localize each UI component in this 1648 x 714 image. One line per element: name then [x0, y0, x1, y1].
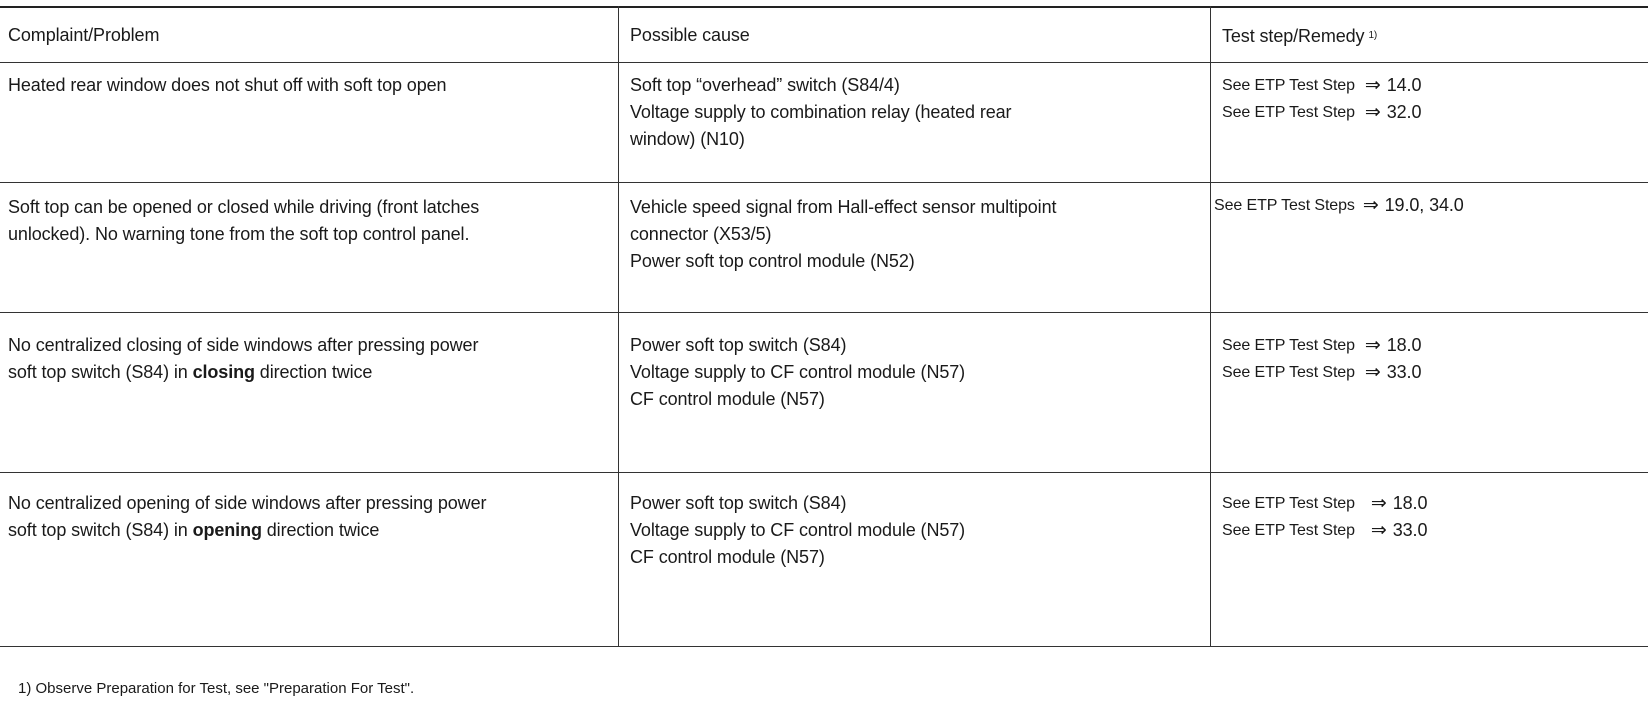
complaint-text: soft top switch (S84) in	[8, 520, 193, 540]
cause-line: CF control module (N57)	[630, 547, 825, 567]
test-step	[1222, 517, 1648, 544]
complaint-line: No centralized opening of side windows after pressing power	[8, 493, 487, 513]
complaint-text: soft top switch (S84) in	[8, 362, 193, 382]
table-row-4-remedy	[1222, 490, 1648, 544]
table-row-2-remedy	[1214, 192, 1640, 219]
table-row-2-causes	[630, 194, 1210, 275]
cause-line: Power soft top control module (N52)	[630, 251, 915, 271]
cause-line: connector (X53/5)	[630, 224, 772, 244]
test-step-number: 14.0	[1386, 75, 1422, 95]
complaint-line: unlocked). No warning tone from the soft top control panel.	[8, 224, 470, 244]
test-step-label: See ETP Test Step	[1222, 77, 1355, 94]
header-complaint: Complaint/Problem	[8, 25, 160, 45]
cause-line: Voltage supply to combination relay (heated rear	[630, 102, 1012, 122]
table-row-3-complaint	[8, 332, 608, 386]
header-remedy-label: Test step/Remedy	[1222, 26, 1365, 46]
test-step-label: See ETP Test Step	[1222, 495, 1355, 512]
table-row-3-causes	[630, 332, 1210, 413]
header-cause: Possible cause	[630, 25, 750, 45]
test-step-number: 18.0	[1386, 335, 1422, 355]
arrow-right-icon: ⇒	[1364, 335, 1381, 356]
header-remedy-footnote-ref: 1)	[1368, 30, 1378, 41]
test-step	[1214, 192, 1640, 219]
arrow-right-icon: ⇒	[1370, 520, 1387, 541]
complaint-text: direction twice	[254, 362, 373, 382]
row-divider	[0, 472, 1648, 473]
cause-line: Voltage supply to CF control module (N57)	[630, 520, 966, 540]
test-step	[1222, 72, 1648, 99]
table-row-1-causes	[630, 72, 1210, 153]
table-row-4-causes	[630, 490, 1210, 571]
table-bottom-border	[0, 646, 1648, 647]
complaint-line	[8, 517, 608, 544]
arrow-right-icon: ⇒	[1364, 102, 1381, 123]
table-top-border	[0, 6, 1648, 8]
cause-line: Vehicle speed signal from Hall-effect sensor multipoint	[630, 197, 1057, 217]
cause-line: Power soft top switch (S84)	[630, 335, 847, 355]
complaint-line: Heated rear window does not shut off with soft top open	[8, 75, 447, 95]
header-remedy	[1222, 22, 1648, 50]
table-row-1-remedy	[1222, 72, 1648, 126]
cause-line: window) (N10)	[630, 129, 745, 149]
complaint-line: Soft top can be opened or closed while driving (front latches	[8, 197, 480, 217]
arrow-right-icon: ⇒	[1364, 362, 1381, 383]
cause-line: CF control module (N57)	[630, 389, 825, 409]
cause-line: Voltage supply to CF control module (N57)	[630, 362, 966, 382]
test-step-label: See ETP Test Step	[1222, 337, 1355, 354]
row-divider	[0, 312, 1648, 313]
cause-line: Soft top “overhead” switch (S84/4)	[630, 75, 900, 95]
test-step-label: See ETP Test Step	[1222, 104, 1355, 121]
test-step-number: 33.0	[1386, 362, 1422, 382]
test-step	[1222, 332, 1648, 359]
test-step-label: See ETP Test Step	[1222, 364, 1355, 381]
arrow-right-icon: ⇒	[1362, 195, 1379, 216]
table-row-2-complaint	[8, 194, 608, 248]
arrow-right-icon: ⇒	[1364, 75, 1381, 96]
test-step	[1222, 490, 1648, 517]
arrow-right-icon: ⇒	[1370, 493, 1387, 514]
complaint-emphasis: opening	[192, 520, 262, 540]
test-step-label: See ETP Test Steps	[1214, 197, 1355, 214]
test-step	[1222, 99, 1648, 126]
table-row-4-complaint	[8, 490, 608, 544]
test-step	[1222, 359, 1648, 386]
row-divider	[0, 62, 1648, 63]
test-step-label: See ETP Test Step	[1222, 522, 1355, 539]
complaint-text: direction twice	[261, 520, 380, 540]
test-step-number: 19.0, 34.0	[1384, 195, 1464, 215]
test-step-number: 33.0	[1392, 520, 1428, 540]
column-divider	[618, 6, 619, 646]
test-step-number: 18.0	[1392, 493, 1428, 513]
column-divider	[1210, 6, 1211, 646]
table-row-1-complaint	[8, 72, 608, 99]
complaint-line	[8, 359, 608, 386]
footnote: 1) Observe Preparation for Test, see "Preparation For Test".	[18, 680, 415, 697]
cause-line: Power soft top switch (S84)	[630, 493, 847, 513]
test-step-number: 32.0	[1386, 102, 1422, 122]
row-divider	[0, 182, 1648, 183]
table-row-3-remedy	[1222, 332, 1648, 386]
complaint-emphasis: closing	[192, 362, 255, 382]
complaint-line: No centralized closing of side windows after pressing power	[8, 335, 479, 355]
